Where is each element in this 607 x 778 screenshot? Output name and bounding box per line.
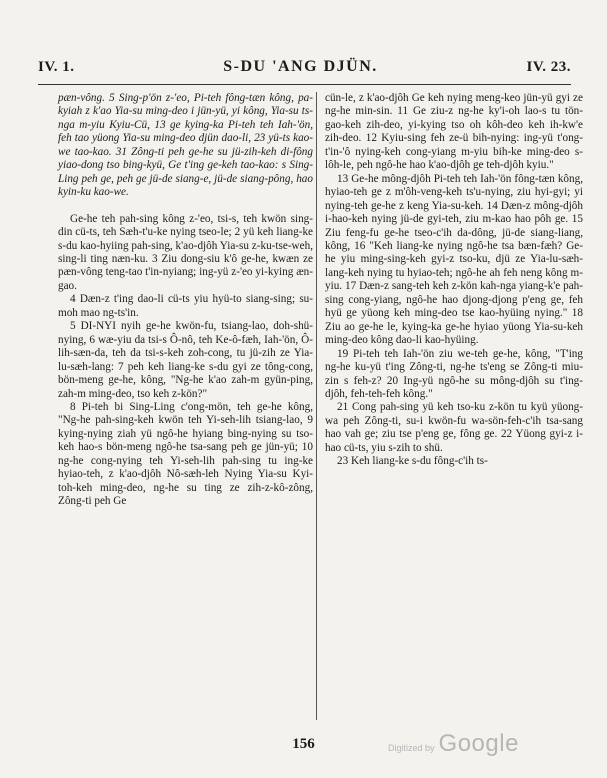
page-number: 156 [292,736,315,752]
left-text-column [58,92,313,509]
text-paragraph: 23 Keh liang-ke s-du fông-c'ih ts- [337,455,488,468]
header-book-title: S-DU 'ANG DJÜN. [223,58,378,75]
watermark-prefix: Digitized by [388,743,435,753]
google-logo: Google [438,730,519,757]
header-chapter-verse-right: IV. 23. [526,59,571,75]
digitized-watermark [388,730,519,758]
text-paragraph: 13 Ge-he mông-djôh Pi-teh teh Iah-'ön fông-tæn kông, hyiao-teh ge z m'ôh-veng-keh ts'u-nying, ziu hyi-gyi; yi nying-teh ge-he z keng Yia-su-keh. 14 Dæn-z mông-djôh i-hao-keh nying jü-de gyi-teh, ziu m-kao hao pôh ge. 15 Ziu feng-fu ge-he tseo-c'ih da-dông, jü-de siang-liang, kông, 16 "Keh liang-ke nying ngô-he tsa bæn-fæh? Ge-he yiu ming-sing-keh gyi-z tso-ku, djü ze Yia-lu-sæh-lang-keh nying tu hyiao-teh; ngô-he ah feh neng kông m-yiu. 17 Dæn-z sang-teh keh z-kön kah-nga yiang-k'e pah-sing cong-yiang, ngô-he hao djong-djong p'eng ge, feh hyü ge yüong keh ming-deo tse kao-hyüing nying." 18 Ziu ao ge-he le, kying-ka ge-he hyiao yüong Yia-su-keh ming-deo kông dao-li kao-hyüing. [325,172,583,347]
text-paragraph: 5 DI-NYI nyih ge-he kwön-fu, tsiang-lao, doh-shü-nying, 6 wæ-yiu da tsi-s Ô-nô, teh Ke-ô-fæh, Iah-'ön, Ô-lih-sæn-da, teh da tsi-s-keh zoh-cong, tu jü-zih ze Yia-lu-sæh-lang: 7 peh keh liang-ke s-du gyi ze tông-cong, bön-meng ge-he, kông, "Ng-he k'ao zah-m gyün-ping, zah-m ming-deo, tso keh z-kön?" [58,320,313,400]
text-paragraph: 8 Pi-teh bi Sing-Ling c'ong-mön, teh ge-he kông, "Ng-he pah-sing-keh kwön teh Yi-seh-lih tsiang-lao, 9 kying-nying ziah yü ngô-he hyiang bing-nying su tso-keh hao-s bön-meng ngô-he tsa-sang peh ge jün-yü; 10 ng-he cong-nying teh Yi-seh-lih pah-sing tu ing-ke hyiao-teh, z k'ao-djôh Nô-sæh-leh Nying Yia-su Kyi-toh-keh ming-deo, ng-he su ting ze zih-z-kô-zông, Zông-ti peh Ge [58,400,313,508]
column-divider [316,92,317,720]
running-header [38,58,571,80]
header-rule [38,84,571,85]
text-paragraph: Ge-he teh pah-sing kông z-'eo, tsi-s, teh kwön sing-din cü-ts, teh Sæh-t'u-ke nying tseo-le; 2 yü keh liang-ke s-du kao-hyiing pah-sing, k'ao-djôh Yia-su z-ku-tse-weh, sing-li ting næn-ku. 3 Ziu dong-siu k'ô ge-he, kwæn ze pæn-vông teng-tao t'in-nyiang; ing-yü z-'eo yi-kying æn-gao. [58,212,313,292]
right-text-column [325,92,583,469]
text-paragraph: 21 Cong pah-sing yü keh tso-ku z-kön tu kyü yüong-wa peh Zông-ti, su-i kwön-fu wa-sön-feh-c'ih tsa-sang hao vah ge; ziu tse p'eng ge, fông ge. 22 Yüong gyi-z i-hao cü-ts, yiu s-zih to shü. [325,401,583,454]
text-paragraph: 19 Pi-teh teh Iah-'ön ziu we-teh ge-he, kông, "T'ing ng-he ku-yü t'ing Zông-ti, ng-he ts'eng se Zông-ti miu-zin s feh-z? 20 Ing-yü ngô-he su mông-djôh su t'ing-djôh, feh-teh-feh kông." [325,347,583,400]
header-chapter-verse-left: IV. 1. [38,59,75,75]
text-paragraph: 4 Dæn-z t'ing dao-li cü-ts yiu hyü-to siang-sing; su-moh mao ng-ts'in. [58,293,313,319]
chapter-summary-paragraph: pæn-vông. 5 Sing-p'ön z-'eo, Pi-teh fông-tæn kông, pa-kyiah z k'ao Yia-su ming-deo i jün-yü, yi kông, Yia-su ts-nga m-yiu Kyiu-Cü, 13 ge kying-ka Pi-teh teh Iah-'ön, feh tao yüong Yia-su ming-deo djün dao-li, 23 yü-ts kao-we tao-kao. 31 Zông-ti peh ge-he su jü-zih-keh di-fông yiao-dong tso bing-kyü, Ge t'ing ge-keh tao-kao: s Sing-Ling peh ge, peh ge jü-de siang-e, jü-de siang-pông, hao kyin-ku kao-we. [58,92,313,199]
text-paragraph: cün-le, z k'ao-djôh Ge keh nying meng-keo jün-yü gyi ze ng-he min-sin. 11 Ge ziu-z ng-he ky'i-oh lao-s tu tön-gao-keh zih-deo, yi-kying tso oh kôh-deo keh ih-kw'e zih-deo. 12 Kyiu-sing feh ze-ü bih-nying: ing-yü t'ong-t'in-'ô nying-keh cong-yiang m-yiu bih-ke ming-deo s-lôh-le, peh ngô-he hao k'ao-djôh ge teh-djôh kyiu." [325,92,583,172]
